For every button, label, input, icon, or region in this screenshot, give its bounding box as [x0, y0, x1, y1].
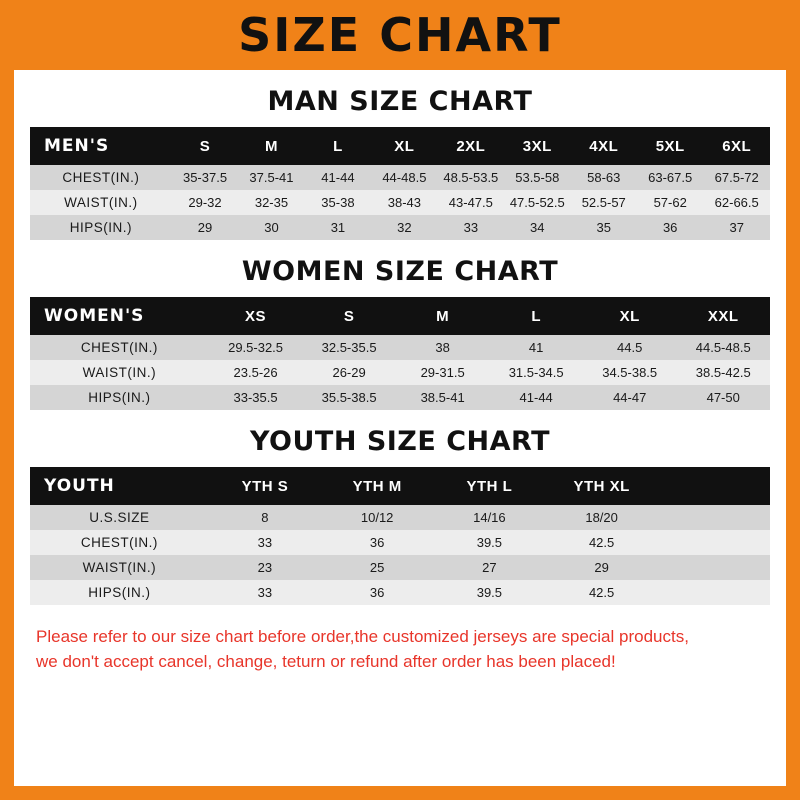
women-chest-xxl: 44.5-48.5 — [676, 335, 770, 360]
men-hips-4xl: 35 — [571, 215, 637, 240]
women-header-xxl: XXL — [676, 297, 770, 335]
women-hips-label: HIPS(IN.) — [30, 385, 209, 410]
youth-waist-yth-l: 27 — [433, 555, 545, 580]
women-waist-s: 26-29 — [302, 360, 396, 385]
men-header-label: MEN'S — [30, 127, 172, 165]
women-table-body — [30, 335, 770, 410]
chart-content — [14, 86, 786, 674]
men-chest-5xl: 63-67.5 — [637, 165, 703, 190]
women-waist-label: WAIST(IN.) — [30, 360, 209, 385]
women-chest-s: 32.5-35.5 — [302, 335, 396, 360]
youth-waist-yth-xl: 29 — [546, 555, 658, 580]
youth-hips-yth-m: 36 — [321, 580, 433, 605]
women-header-xs: XS — [209, 297, 303, 335]
women-waist-xxl: 38.5-42.5 — [676, 360, 770, 385]
youth-hips-yth-xl: 42.5 — [546, 580, 658, 605]
table-row — [30, 190, 770, 215]
men-header-6xl: 6XL — [703, 127, 770, 165]
page-header-bar — [0, 0, 800, 70]
youth-chest-label: CHEST(IN.) — [30, 530, 209, 555]
youth-ussize-yth-m: 10/12 — [321, 505, 433, 530]
men-waist-4xl: 52.5-57 — [571, 190, 637, 215]
footer-note-line-1: Please refer to our size chart before order,the customized jerseys are special products, — [36, 627, 689, 646]
youth-hips-yth-s: 33 — [209, 580, 321, 605]
men-waist-5xl: 57-62 — [637, 190, 703, 215]
women-header-s: S — [302, 297, 396, 335]
women-table-head — [30, 297, 770, 335]
section-title-men: MAN SIZE CHART — [267, 86, 533, 117]
youth-table-head — [30, 467, 770, 505]
women-hips-xxl: 47-50 — [676, 385, 770, 410]
men-chest-m: 37.5-41 — [238, 165, 304, 190]
men-size-table — [30, 127, 770, 240]
women-header-label: WOMEN'S — [30, 297, 209, 335]
men-chest-2xl: 48.5-53.5 — [438, 165, 504, 190]
table-row — [30, 580, 770, 605]
footer-note-line-2: we don't accept cancel, change, teturn or refund after order has been placed! — [36, 651, 616, 671]
women-chest-label: CHEST(IN.) — [30, 335, 209, 360]
youth-header-yth-m: YTH M — [321, 467, 433, 505]
men-waist-l: 35-38 — [305, 190, 371, 215]
women-size-table — [30, 297, 770, 410]
youth-ussize-blank — [658, 505, 770, 530]
youth-waist-yth-s: 23 — [209, 555, 321, 580]
men-waist-m: 32-35 — [238, 190, 304, 215]
men-chest-4xl: 58-63 — [571, 165, 637, 190]
men-header-row — [30, 127, 770, 165]
men-chest-xl: 44-48.5 — [371, 165, 437, 190]
section-title-youth: YOUTH SIZE CHART — [249, 426, 551, 457]
men-hips-5xl: 36 — [637, 215, 703, 240]
men-waist-label: WAIST(IN.) — [30, 190, 172, 215]
men-hips-2xl: 33 — [438, 215, 504, 240]
table-row — [30, 215, 770, 240]
section-title-women: WOMEN SIZE CHART — [241, 256, 559, 287]
table-row — [30, 385, 770, 410]
men-hips-s: 29 — [172, 215, 238, 240]
table-row — [30, 555, 770, 580]
youth-chest-yth-m: 36 — [321, 530, 433, 555]
men-hips-m: 30 — [238, 215, 304, 240]
men-chest-label: CHEST(IN.) — [30, 165, 172, 190]
youth-chest-blank — [658, 530, 770, 555]
women-hips-l: 41-44 — [489, 385, 583, 410]
table-row — [30, 530, 770, 555]
men-hips-3xl: 34 — [504, 215, 570, 240]
men-table-head — [30, 127, 770, 165]
men-chest-s: 35-37.5 — [172, 165, 238, 190]
women-hips-xs: 33-35.5 — [209, 385, 303, 410]
youth-waist-blank — [658, 555, 770, 580]
youth-header-blank — [658, 467, 770, 505]
men-hips-xl: 32 — [371, 215, 437, 240]
men-waist-3xl: 47.5-52.5 — [504, 190, 570, 215]
men-header-xl: XL — [371, 127, 437, 165]
women-header-l: L — [489, 297, 583, 335]
women-header-m: M — [396, 297, 490, 335]
women-hips-m: 38.5-41 — [396, 385, 490, 410]
women-waist-m: 29-31.5 — [396, 360, 490, 385]
youth-chest-yth-s: 33 — [209, 530, 321, 555]
men-chest-l: 41-44 — [305, 165, 371, 190]
men-table-body — [30, 165, 770, 240]
table-row — [30, 505, 770, 530]
youth-header-yth-xl: YTH XL — [546, 467, 658, 505]
bottom-accent-strip — [0, 786, 800, 800]
youth-chest-yth-l: 39.5 — [433, 530, 545, 555]
youth-hips-blank — [658, 580, 770, 605]
men-hips-label: HIPS(IN.) — [30, 215, 172, 240]
women-chest-xs: 29.5-32.5 — [209, 335, 303, 360]
youth-ussize-yth-xl: 18/20 — [546, 505, 658, 530]
page-title: SIZE CHART — [238, 8, 562, 62]
youth-ussize-yth-l: 14/16 — [433, 505, 545, 530]
women-chest-m: 38 — [396, 335, 490, 360]
youth-hips-label: HIPS(IN.) — [30, 580, 209, 605]
men-hips-l: 31 — [305, 215, 371, 240]
footer-note — [30, 619, 770, 674]
women-hips-xl: 44-47 — [583, 385, 677, 410]
table-row — [30, 360, 770, 385]
men-waist-6xl: 62-66.5 — [703, 190, 770, 215]
women-header-row — [30, 297, 770, 335]
women-chest-xl: 44.5 — [583, 335, 677, 360]
men-hips-6xl: 37 — [703, 215, 770, 240]
youth-header-yth-s: YTH S — [209, 467, 321, 505]
men-header-l: L — [305, 127, 371, 165]
women-chest-l: 41 — [489, 335, 583, 360]
men-header-3xl: 3XL — [504, 127, 570, 165]
women-hips-s: 35.5-38.5 — [302, 385, 396, 410]
men-header-2xl: 2XL — [438, 127, 504, 165]
men-header-m: M — [238, 127, 304, 165]
youth-header-yth-l: YTH L — [433, 467, 545, 505]
women-waist-xl: 34.5-38.5 — [583, 360, 677, 385]
youth-ussize-yth-s: 8 — [209, 505, 321, 530]
men-waist-s: 29-32 — [172, 190, 238, 215]
youth-header-label: YOUTH — [30, 467, 209, 505]
men-header-4xl: 4XL — [571, 127, 637, 165]
youth-ussize-label: U.S.SIZE — [30, 505, 209, 530]
men-header-s: S — [172, 127, 238, 165]
table-row — [30, 335, 770, 360]
youth-chest-yth-xl: 42.5 — [546, 530, 658, 555]
women-waist-xs: 23.5-26 — [209, 360, 303, 385]
youth-hips-yth-l: 39.5 — [433, 580, 545, 605]
men-header-5xl: 5XL — [637, 127, 703, 165]
women-waist-l: 31.5-34.5 — [489, 360, 583, 385]
table-row — [30, 165, 770, 190]
men-chest-6xl: 67.5-72 — [703, 165, 770, 190]
youth-waist-label: WAIST(IN.) — [30, 555, 209, 580]
men-chest-3xl: 53.5-58 — [504, 165, 570, 190]
youth-size-table — [30, 467, 770, 605]
women-header-xl: XL — [583, 297, 677, 335]
youth-header-row — [30, 467, 770, 505]
youth-waist-yth-m: 25 — [321, 555, 433, 580]
men-waist-xl: 38-43 — [371, 190, 437, 215]
youth-table-body — [30, 505, 770, 605]
men-waist-2xl: 43-47.5 — [438, 190, 504, 215]
